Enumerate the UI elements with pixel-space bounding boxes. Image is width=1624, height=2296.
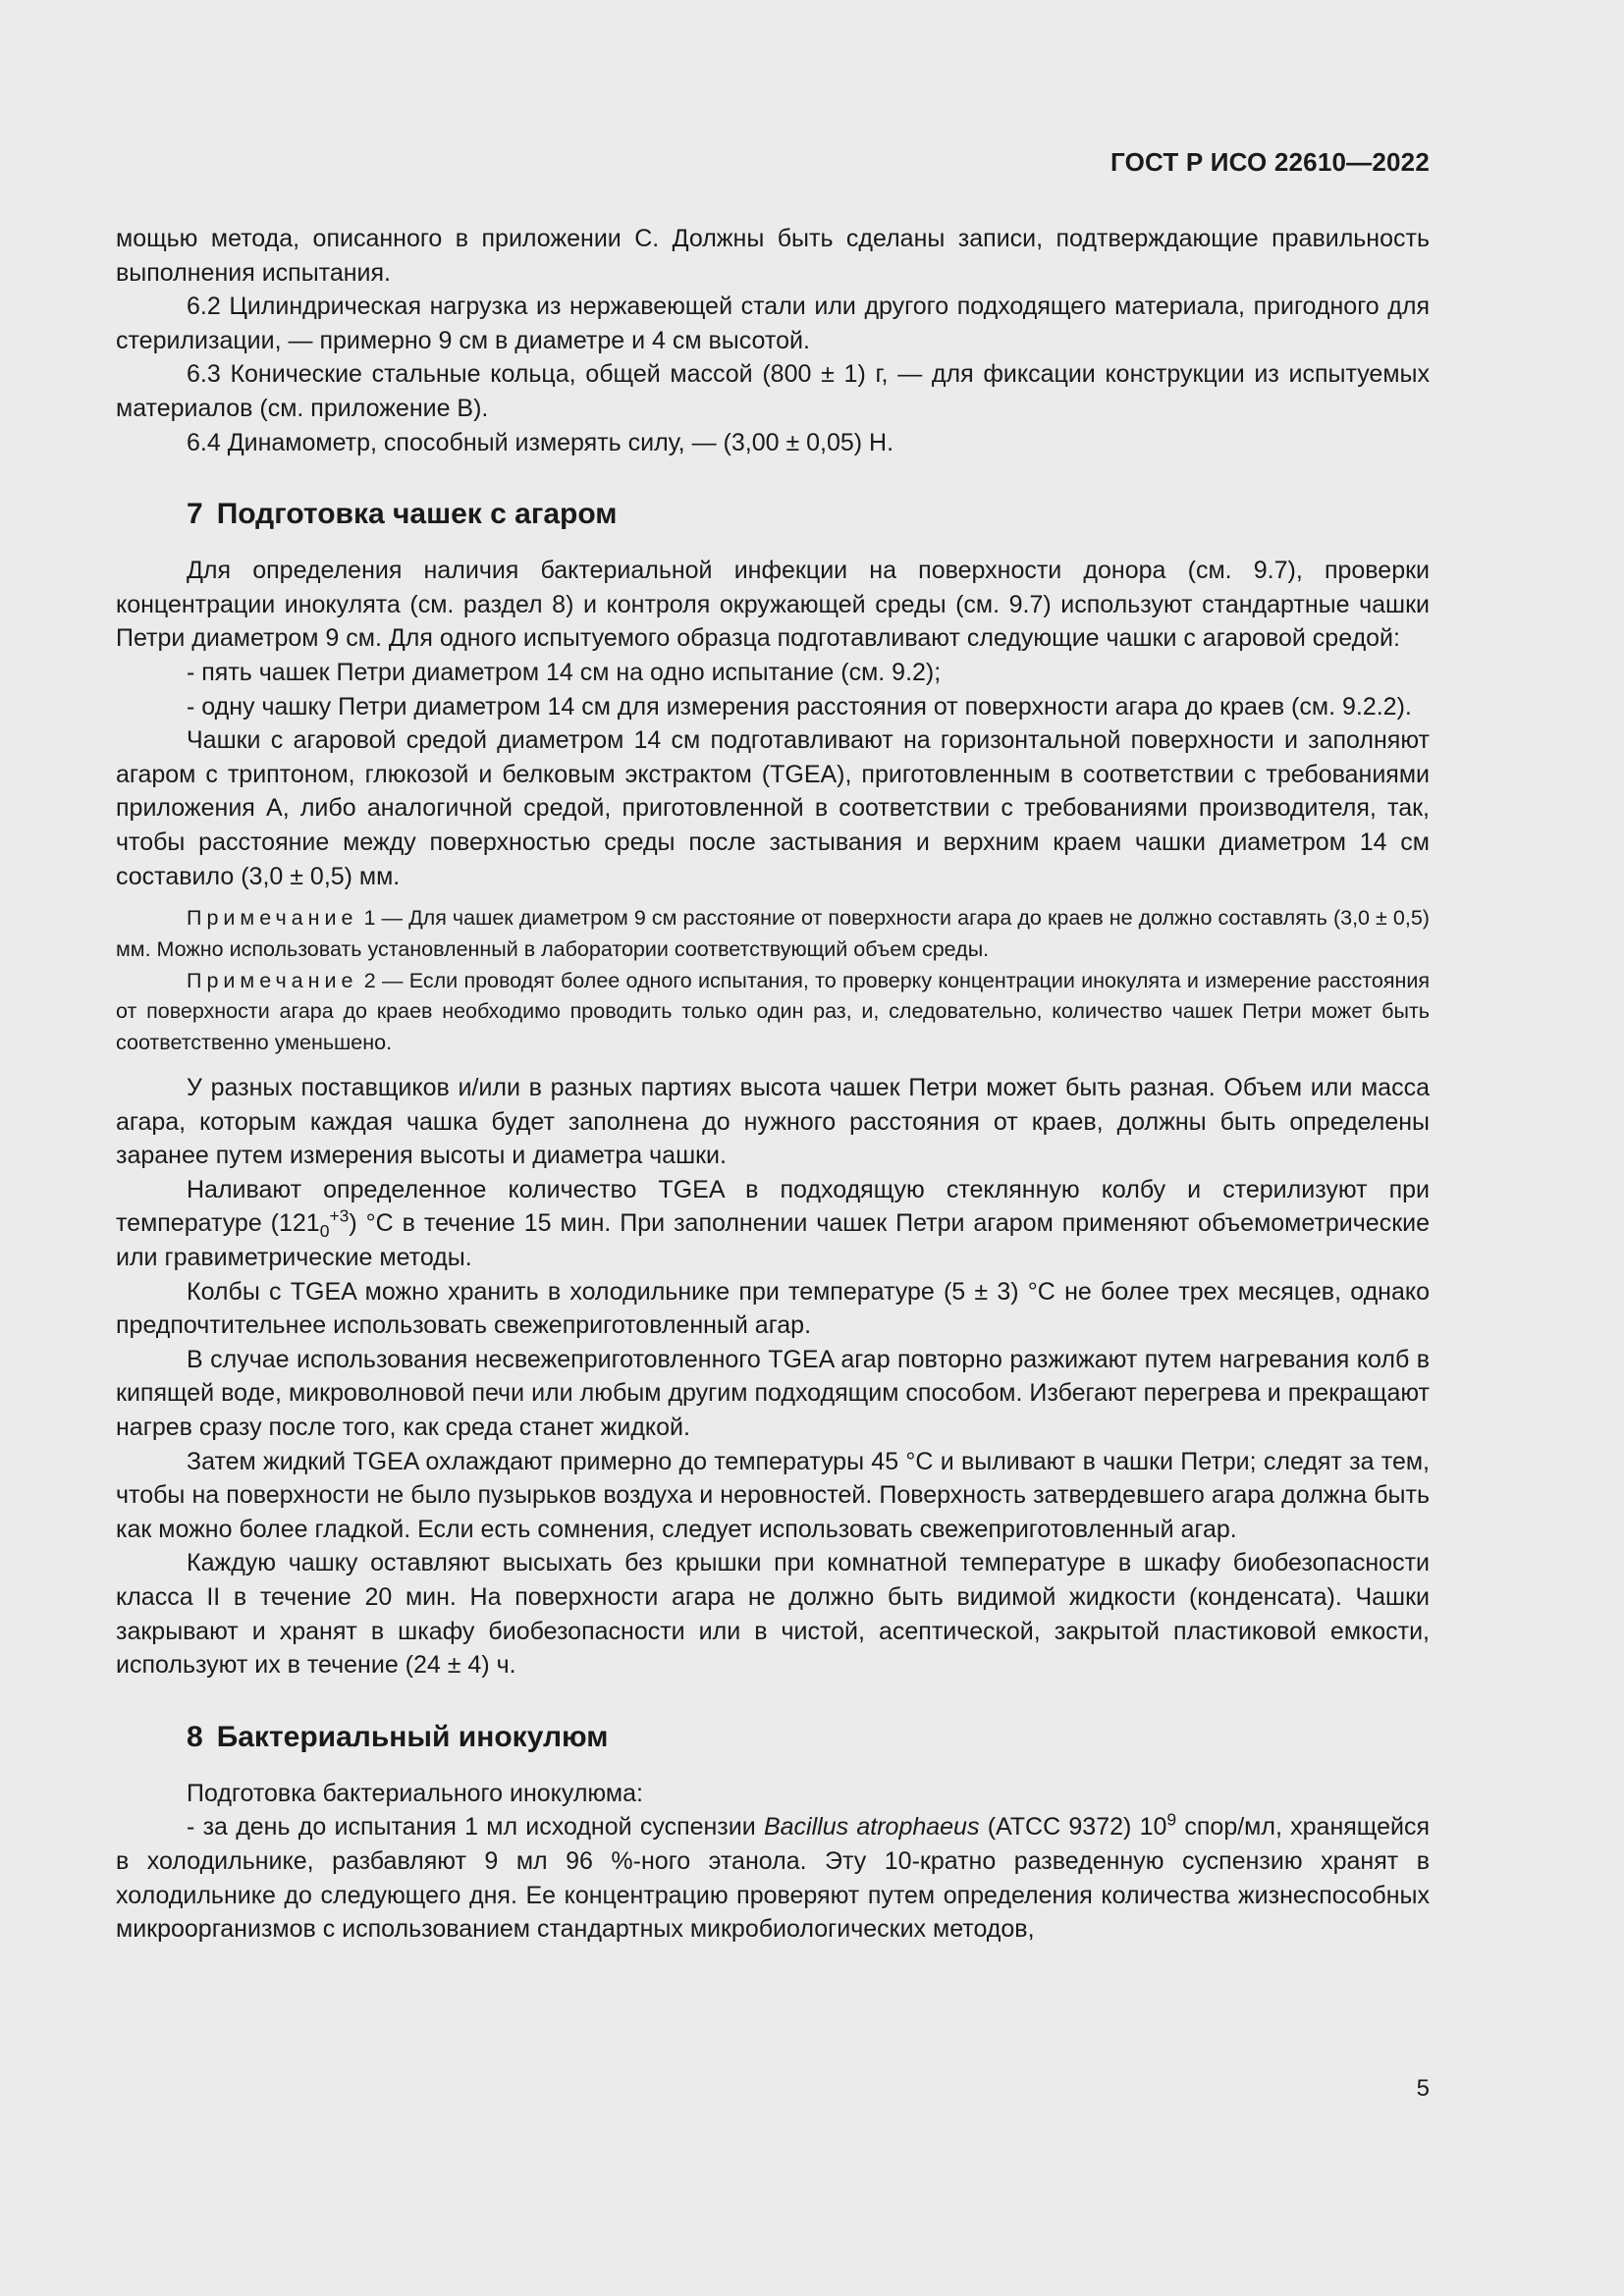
list-item: - одну чашку Петри диаметром 14 см для измерения расстояния от поверхности агара до краев (см. 9.2.2). — [187, 692, 1412, 721]
note-2 — [116, 966, 1430, 1059]
clause-6-4: 6.4 Динамометр, способный измерять силу, — (3,00 ± 0,05) Н. — [187, 428, 894, 456]
page-body — [116, 222, 1430, 1947]
section-7-paragraph-3: У разных поставщиков и/или в разных партиях высота чашек Петри может быть разная. Объем или масса агара, которым каждая чашка будет заполнена до нужного расстояния от краев, должны быть определены заранее путем измерения высоты и диаметра чашки. — [116, 1074, 1430, 1170]
text-run: (АТСС 9372) 10 — [979, 1813, 1167, 1842]
text-run: - за день до испытания 1 мл исходной суспензии — [187, 1813, 764, 1842]
section-7-paragraph-6: В случае использования несвежеприготовленного TGEA агар повторно разжижают путем нагревания колб в кипящей воде, микроволновой печи или любым другим подходящим способом. Избегают перегрева и прекращают нагрев сразу после того, как среда станет жидкой. — [116, 1345, 1430, 1442]
note-text: — Для чашек диаметром 9 см расстояние от поверхности агара до краев не должно составлять (3,0 ± 0,5) мм. Можно использовать установленный в лаборатории соответствующий объем среды. — [116, 906, 1430, 961]
page-number: 5 — [1416, 2075, 1430, 2102]
section-8-title: Бактериальный инокулюм — [216, 1720, 609, 1753]
note-text: — Если проводят более одного испытания, то проверку концентрации инокулята и измерение расстояния от поверхности агара до краев необходимо проводить только один раз, и, следовательно, количество чашек Петри может быть соответственно уменьшено. — [116, 968, 1430, 1055]
exponent: 9 — [1166, 1810, 1177, 1831]
section-7-heading — [116, 495, 1430, 534]
tolerance-lower: 0 — [319, 1221, 330, 1242]
section-8-paragraph-1: Подготовка бактериального инокулюма: — [187, 1779, 643, 1807]
clause-6-3: 6.3 Конические стальные кольца, общей массой (800 ± 1) г, — для фиксации конструкции из испытуемых материалов (см. приложение В). — [116, 360, 1430, 422]
section-8-number: 8 — [187, 1720, 203, 1753]
section-7-paragraph-1: Для определения наличия бактериальной инфекции на поверхности донора (см. 9.7), проверки концентрации инокулята (см. раздел 8) и контроля окружающей среды (см. 9.7) используют стандартные чашки Петри диаметром 9 см. Для одного испытуемого образца подготавливают следующие чашки с агаровой средой: — [116, 557, 1430, 653]
list-item: - пять чашек Петри диаметром 14 см на одно испытание (см. 9.2); — [187, 658, 942, 686]
note-label: Примечание — [187, 968, 358, 992]
note-number: 1 — [363, 906, 376, 931]
section-8-heading — [116, 1718, 1430, 1757]
paragraph-continuation: мощью метода, описанного в приложении С. Должны быть сделаны записи, подтверждающие правильность выполнения испытания. — [116, 225, 1430, 287]
section-7-number: 7 — [187, 498, 203, 531]
section-7-paragraph-7: Затем жидкий TGEA охлаждают примерно до температуры 45 °С и выливают в чашки Петри; следят за тем, чтобы на поверхности не было пузырьков воздуха и неровностей. Поверхность затвердевшего агара должна быть как можно более гладкой. Если есть сомнения, следует использовать свежеприготовленный агар. — [116, 1447, 1430, 1543]
section-7-paragraph-4 — [116, 1173, 1430, 1275]
section-7-paragraph-8: Каждую чашку оставляют высыхать без крышки при комнатной температуре в шкафу биобезопасности класса II в течение 20 мин. На поверхности агара не должно быть видимой жидкости (конденсата). Чашки закрывают и хранят в шкафу биобезопасности или в чистой, асептической, закрытой пластиковой емкости, используют их в течение (24 ± 4) ч. — [116, 1549, 1430, 1680]
species-name: Bacillus atrophaeus — [763, 1813, 980, 1842]
section-7-paragraph-5: Колбы с TGEA можно хранить в холодильнике при температуре (5 ± 3) °С не более трех месяцев, однако предпочтительнее использовать свежеприготовленный агар. — [116, 1277, 1430, 1340]
clause-6-2: 6.2 Цилиндрическая нагрузка из нержавеющей стали или другого подходящего материала, пригодного для стерилизации, — примерно 9 см в диаметре и 4 см высотой. — [116, 293, 1430, 354]
note-label: Примечание — [187, 906, 358, 931]
note-1 — [116, 903, 1430, 966]
tolerance-upper: +3 — [329, 1206, 350, 1227]
text-run: Наливают определенное количество TGEA в подходящую стеклянную колбу и стерилизуют при температуре (121 — [116, 1175, 1430, 1238]
document-header-id: ГОСТ Р ИСО 22610—2022 — [1110, 147, 1430, 177]
text-run: ) °С в течение 15 мин. При заполнении чашек Петри агаром применяют объемометрические или гравиметрические методы. — [116, 1209, 1430, 1272]
note-number: 2 — [363, 968, 376, 992]
list-item — [116, 1810, 1430, 1946]
section-7-title: Подготовка чашек с агаром — [216, 498, 618, 531]
section-7-paragraph-2: Чашки с агаровой средой диаметром 14 см подготавливают на горизонтальной поверхности и заполняют агаром с триптоном, глюкозой и белковым экстрактом (TGEA), приготовленным в соответствии с требованиями приложения А, либо аналогичной средой, приготовленной в соответствии с требованиями производителя, так, чтобы расстояние между поверхностью среды после застывания и верхним краем чашки диаметром 14 см составило (3,0 ± 0,5) мм. — [116, 726, 1430, 890]
text-run: спор/мл, хранящейся в холодильнике, разбавляют 9 мл 96 %-ного этанола. Эту 10-кратно разведенную суспензию хранят в холодильнике до следующего дня. Ее концентрацию проверяют путем определения количества жизнеспособных микроорганизмов с использованием стандартных микробиологических методов, — [116, 1813, 1431, 1944]
